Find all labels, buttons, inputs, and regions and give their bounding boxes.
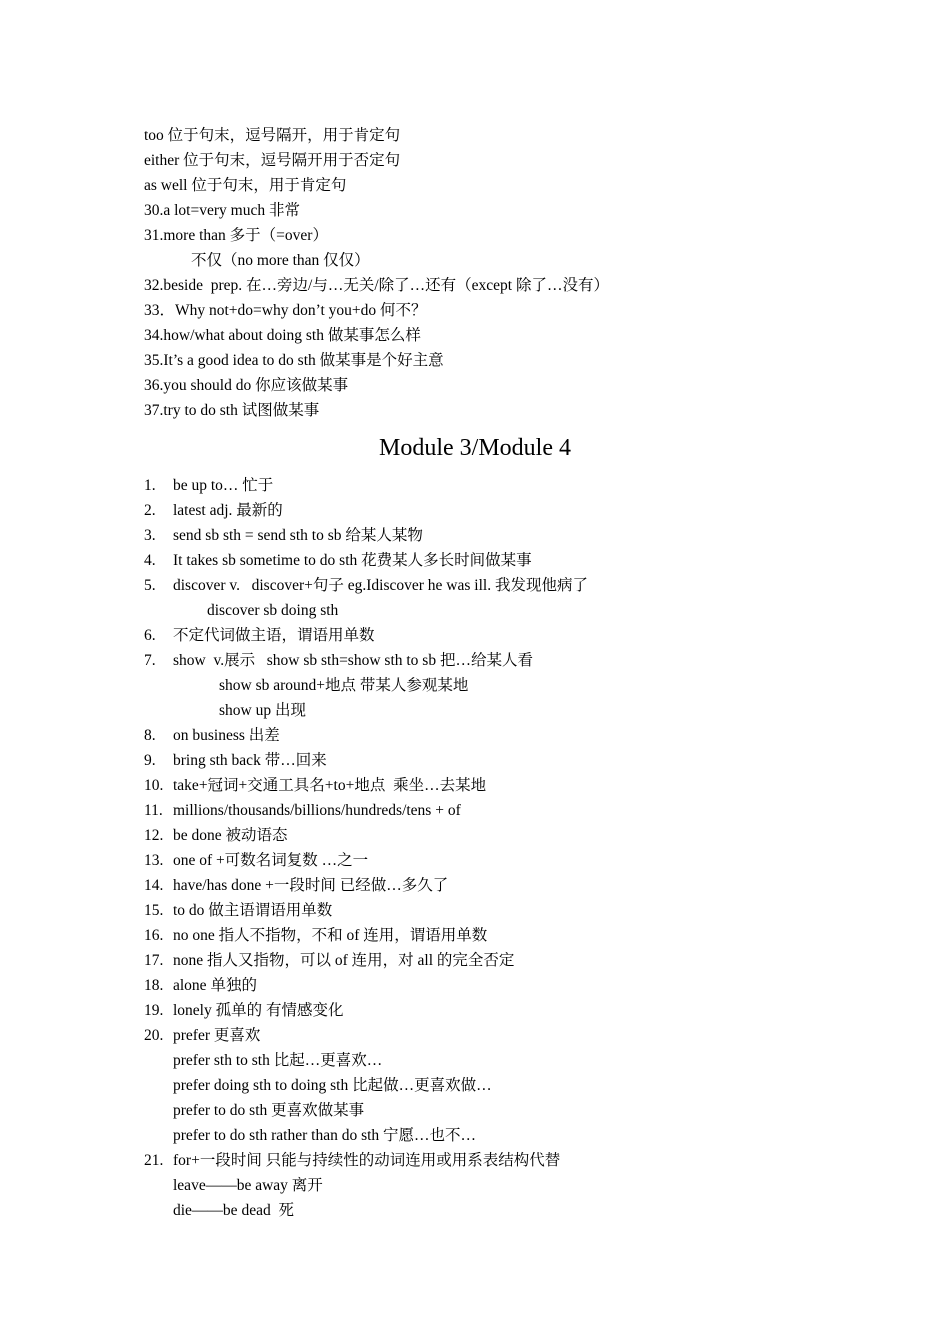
- item-number: 10.: [144, 777, 164, 794]
- list-item: [144, 577, 588, 595]
- list-item-continuation: [173, 1127, 476, 1145]
- item-text: prefer to do sth rather than do sth 宁愿…也不…: [173, 1127, 477, 1144]
- item-text: prefer doing sth to doing sth 比起做…更喜欢做…: [173, 1077, 492, 1094]
- item-number: 13.: [144, 852, 164, 869]
- list-item: [144, 527, 423, 545]
- list-item: [144, 902, 332, 920]
- list-item-continuation: [173, 1052, 382, 1070]
- item-number: 18.: [144, 977, 164, 994]
- item-text: millions/thousands/billions/hundreds/tens + of: [173, 802, 461, 819]
- list-item: [144, 1002, 344, 1020]
- item-number: 21.: [144, 1152, 164, 1169]
- item-text: be up to… 忙于: [173, 477, 274, 494]
- list-item: [144, 552, 532, 570]
- item-number: 6.: [144, 627, 156, 644]
- intro-line: 33．Why not+do=why don’t you+do 何不？: [144, 302, 427, 319]
- list-item-continuation: [173, 1202, 294, 1220]
- item-number: 15.: [144, 902, 164, 919]
- intro-line: 31.more than 多于（=over）: [144, 227, 328, 244]
- item-number: 7.: [144, 652, 156, 669]
- item-number: 20.: [144, 1027, 164, 1044]
- intro-line: 32.beside prep. 在…旁边/与…无关/除了…还有（except 除了…没有）: [144, 277, 609, 294]
- item-text: prefer 更喜欢: [173, 1027, 261, 1044]
- item-number: 5.: [144, 577, 156, 594]
- item-text: alone 单独的: [173, 977, 257, 994]
- list-item: [144, 877, 448, 895]
- intro-line: as well 位于句末，用于肯定句: [144, 177, 347, 194]
- item-text: on business 出差: [173, 727, 280, 744]
- item-text: take+冠词+交通工具名+to+地点 乘坐…去某地: [173, 777, 487, 794]
- item-text: be done 被动语态: [173, 827, 288, 844]
- item-text: prefer to do sth 更喜欢做某事: [173, 1102, 365, 1119]
- module-title: Module 3/Module 4: [379, 435, 571, 461]
- list-item: [144, 777, 486, 795]
- list-item: [144, 1152, 560, 1170]
- item-number: 2.: [144, 502, 156, 519]
- list-item: [144, 477, 273, 495]
- intro-line: 35.It’s a good idea to do sth 做某事是个好主意: [144, 352, 444, 369]
- intro-line: 34.how/what about doing sth 做某事怎么样: [144, 327, 421, 344]
- item-number: 8.: [144, 727, 156, 744]
- list-item: [144, 627, 375, 645]
- item-text: lonely 孤单的 有情感变化: [173, 1002, 344, 1019]
- list-item: [144, 952, 514, 970]
- list-item: [144, 502, 283, 520]
- item-text: discover sb doing sth: [207, 602, 339, 619]
- item-number: 19.: [144, 1002, 164, 1019]
- item-text: die——be dead 死: [173, 1202, 294, 1219]
- item-text: one of +可数名词复数 …之一: [173, 852, 369, 869]
- item-number: 3.: [144, 527, 156, 544]
- list-item: [144, 652, 533, 670]
- intro-line: 30.a lot=very much 非常: [144, 202, 300, 219]
- item-text: It takes sb sometime to do sth 花费某人多长时间做某事: [173, 552, 532, 569]
- item-number: 16.: [144, 927, 164, 944]
- list-item-continuation: [207, 602, 338, 620]
- item-text: discover v. discover+句子 eg.Idiscover he was ill. 我发现他病了: [173, 577, 588, 594]
- intro-line: 不仅（no more than 仅仅）: [191, 252, 370, 269]
- list-item: [144, 927, 487, 945]
- item-text: show sb around+地点 带某人参观某地: [219, 677, 469, 694]
- item-number: 9.: [144, 752, 156, 769]
- item-number: 4.: [144, 552, 156, 569]
- intro-line: 36.you should do 你应该做某事: [144, 377, 349, 394]
- item-text: 不定代词做主语，谓语用单数: [173, 627, 375, 644]
- item-text: show up 出现: [219, 702, 306, 719]
- item-text: leave——be away 离开: [173, 1177, 323, 1194]
- item-text: bring sth back 带…回来: [173, 752, 327, 769]
- list-item-continuation: [219, 677, 468, 695]
- item-text: prefer sth to sth 比起…更喜欢…: [173, 1052, 383, 1069]
- list-item: [144, 802, 461, 820]
- list-item-continuation: [173, 1177, 323, 1195]
- item-number: 12.: [144, 827, 164, 844]
- list-item-continuation: [173, 1077, 492, 1095]
- list-item: [144, 852, 368, 870]
- list-item: [144, 727, 280, 745]
- list-item: [144, 752, 327, 770]
- intro-line: 37.try to do sth 试图做某事: [144, 402, 320, 419]
- list-item-continuation: [173, 1102, 364, 1120]
- item-text: no one 指人不指物，不和 of 连用，谓语用单数: [173, 927, 488, 944]
- item-text: send sb sth = send sth to sb 给某人某物: [173, 527, 423, 544]
- item-text: show v.展示 show sb sth=show sth to sb 把…给某人看: [173, 652, 533, 669]
- item-text: have/has done +一段时间 已经做…多久了: [173, 877, 449, 894]
- item-text: for+一段时间 只能与持续性的动词连用或用系表结构代替: [173, 1152, 561, 1169]
- item-number: 14.: [144, 877, 164, 894]
- item-text: to do 做主语谓语用单数: [173, 902, 333, 919]
- item-number: 11.: [144, 802, 163, 819]
- list-item: [144, 827, 288, 845]
- item-text: none 指人又指物，可以 of 连用，对 all 的完全否定: [173, 952, 515, 969]
- list-item-continuation: [219, 702, 306, 720]
- list-item: [144, 977, 257, 995]
- item-number: 17.: [144, 952, 164, 969]
- list-item: [144, 1027, 260, 1045]
- item-number: 1.: [144, 477, 156, 494]
- intro-line: too 位于句末，逗号隔开，用于肯定句: [144, 127, 401, 144]
- intro-line: either 位于句末，逗号隔开用于否定句: [144, 152, 401, 169]
- item-text: latest adj. 最新的: [173, 502, 283, 519]
